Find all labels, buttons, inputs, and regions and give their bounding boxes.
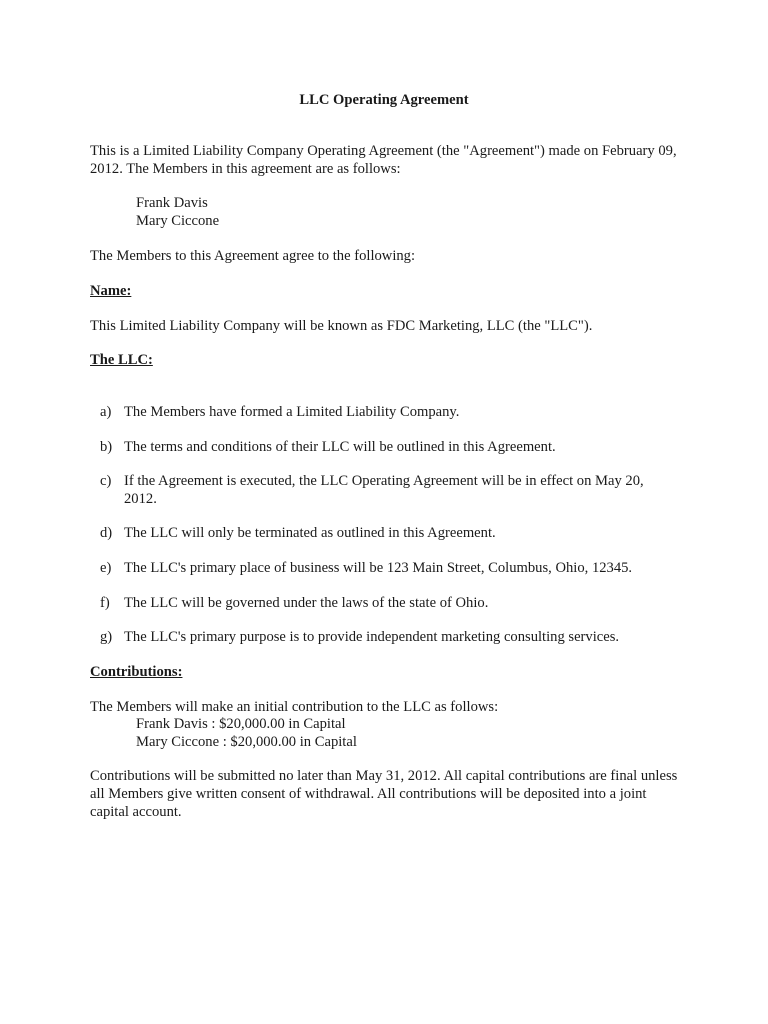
list-item bbox=[100, 559, 680, 577]
list-item bbox=[100, 403, 680, 421]
list-item bbox=[100, 628, 680, 646]
list-item-text: The Members have formed a Limited Liability Company. bbox=[124, 404, 460, 420]
list-item-text: The LLC will be governed under the laws of the state of Ohio. bbox=[124, 595, 489, 611]
list-item bbox=[100, 438, 680, 456]
list-marker: d) bbox=[100, 525, 113, 541]
list-item bbox=[100, 524, 680, 542]
list-item bbox=[100, 472, 680, 508]
contributions-section-heading: Contributions: bbox=[90, 664, 183, 680]
list-marker: f) bbox=[100, 595, 110, 611]
contribution-line: Frank Davis : $20,000.00 in Capital bbox=[136, 716, 346, 732]
contributions-closing: Contributions will be submitted no later than May 31, 2012. All capital contributions are final unless all Members give written consent of withdrawal. All contributions will be deposited into a joint capital account. bbox=[90, 768, 678, 820]
list-marker: g) bbox=[100, 629, 113, 645]
member-name: Mary Ciccone bbox=[136, 213, 220, 229]
list-item-text: The LLC's primary place of business will be 123 Main Street, Columbus, Ohio, 12345. bbox=[124, 560, 633, 576]
list-item-text: The terms and conditions of their LLC will be outlined in this Agreement. bbox=[124, 439, 556, 455]
list-marker: e) bbox=[100, 560, 112, 576]
contribution-line: Mary Ciccone : $20,000.00 in Capital bbox=[136, 734, 357, 750]
list-item-text: The LLC's primary purpose is to provide independent marketing consulting services. bbox=[124, 629, 620, 645]
agree-paragraph: The Members to this Agreement agree to the following: bbox=[90, 248, 416, 264]
document-title: LLC Operating Agreement bbox=[299, 92, 469, 108]
list-item bbox=[100, 594, 680, 612]
name-section-heading: Name: bbox=[90, 283, 132, 299]
list-marker: c) bbox=[100, 473, 112, 489]
list-marker: a) bbox=[100, 404, 112, 420]
contributions-intro: The Members will make an initial contribution to the LLC as follows: bbox=[90, 699, 499, 715]
member-name: Frank Davis bbox=[136, 195, 208, 211]
list-item-text: The LLC will only be terminated as outlined in this Agreement. bbox=[124, 525, 496, 541]
list-item-text: If the Agreement is executed, the LLC Operating Agreement will be in effect on May 20, 2012. bbox=[124, 473, 644, 507]
name-section-text: This Limited Liability Company will be known as FDC Marketing, LLC (the "LLC"). bbox=[90, 318, 593, 334]
list-marker: b) bbox=[100, 439, 113, 455]
intro-paragraph: This is a Limited Liability Company Operating Agreement (the "Agreement") made on February 09, 2012. The Members in this agreement are as follows: bbox=[90, 143, 677, 177]
llc-section-heading: The LLC: bbox=[90, 352, 153, 368]
